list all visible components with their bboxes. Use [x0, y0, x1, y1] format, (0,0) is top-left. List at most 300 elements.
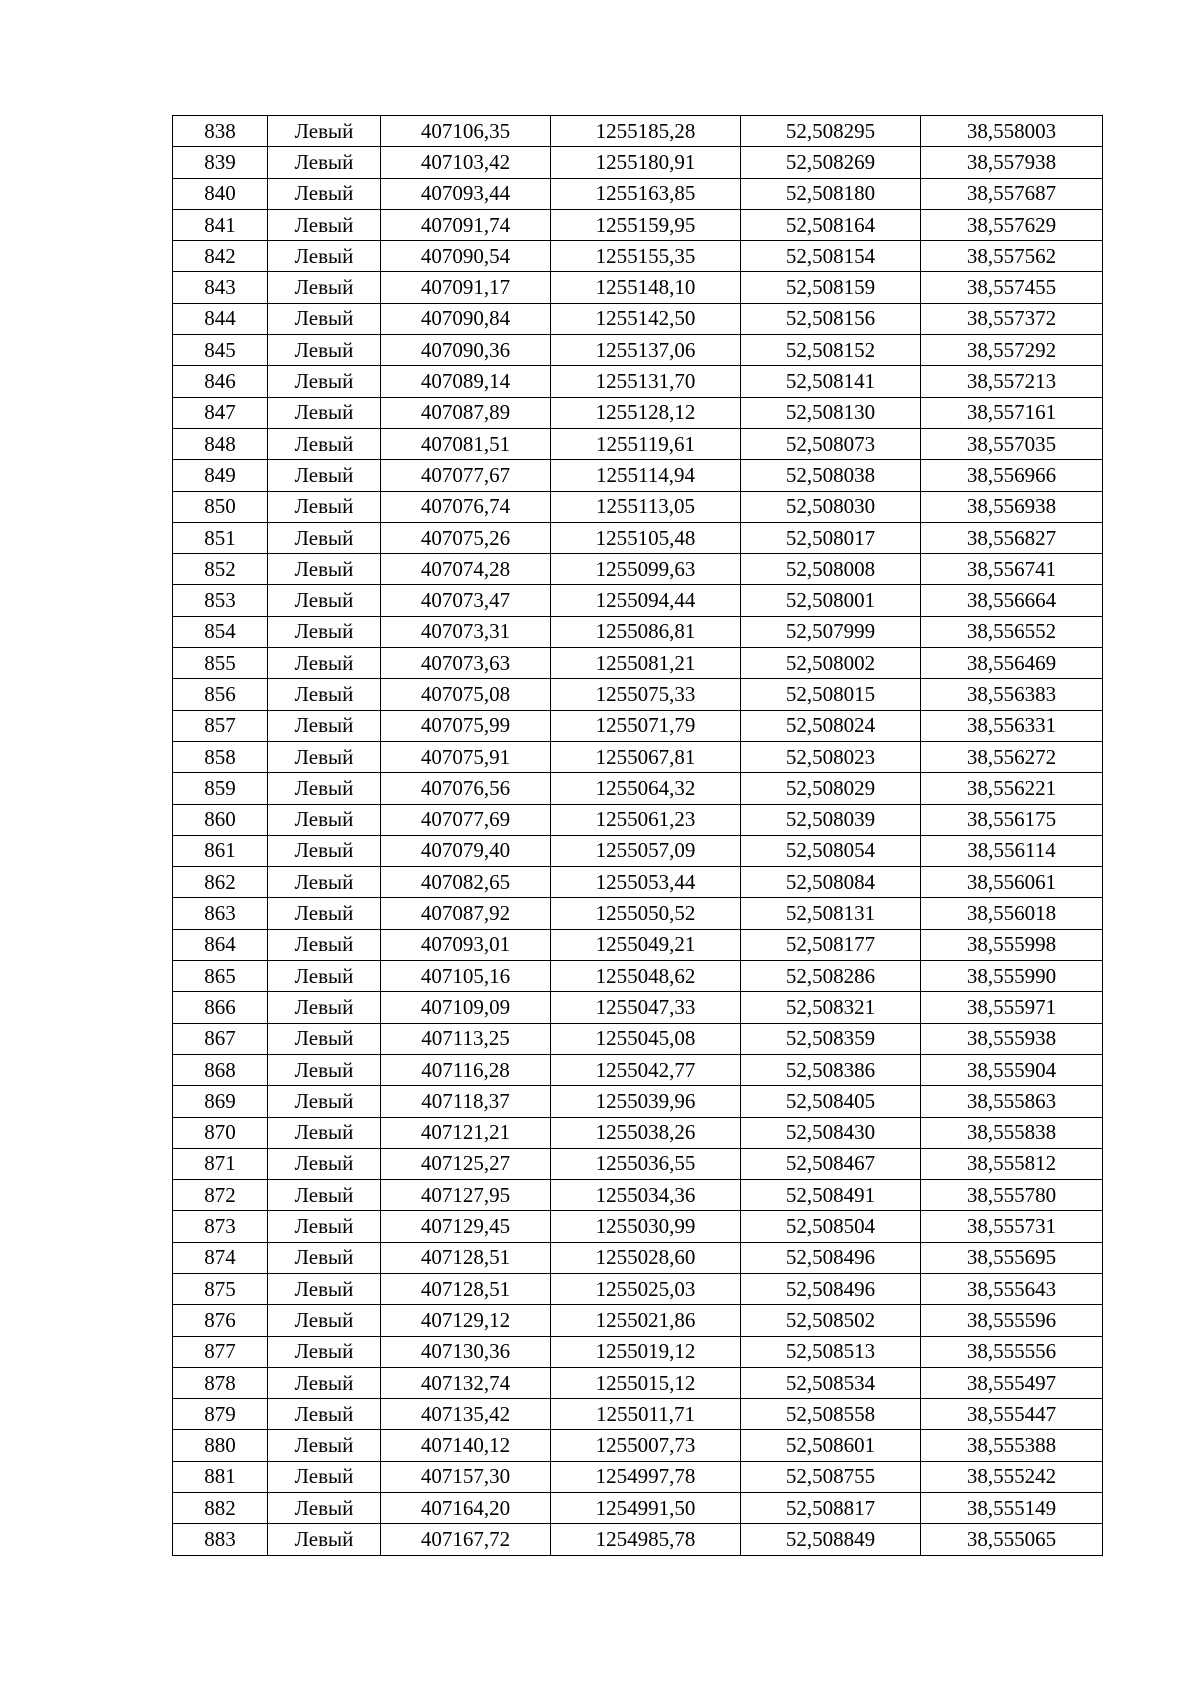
point-number-cell: 848 [173, 428, 268, 459]
point-number-cell: 865 [173, 961, 268, 992]
x-coordinate-cell: 407164,20 [381, 1493, 551, 1524]
table-row [173, 616, 1103, 647]
side-cell: Левый [268, 1430, 381, 1461]
latitude-cell: 52,508321 [741, 992, 921, 1023]
y-coordinate-cell: 1255050,52 [551, 898, 741, 929]
latitude-cell: 52,508177 [741, 929, 921, 960]
table-row [173, 397, 1103, 428]
point-number-cell: 856 [173, 679, 268, 710]
point-number-cell: 874 [173, 1242, 268, 1273]
side-cell: Левый [268, 522, 381, 553]
table-row [173, 1023, 1103, 1054]
point-number-cell: 843 [173, 272, 268, 303]
side-cell: Левый [268, 303, 381, 334]
x-coordinate-cell: 407130,36 [381, 1336, 551, 1367]
y-coordinate-cell: 1255075,33 [551, 679, 741, 710]
point-number-cell: 839 [173, 147, 268, 178]
table-row [173, 679, 1103, 710]
table-row [173, 554, 1103, 585]
side-cell: Левый [268, 147, 381, 178]
longitude-cell: 38,557292 [921, 335, 1103, 366]
latitude-cell: 52,508017 [741, 522, 921, 553]
y-coordinate-cell: 1255113,05 [551, 491, 741, 522]
longitude-cell: 38,555497 [921, 1367, 1103, 1398]
y-coordinate-cell: 1255185,28 [551, 116, 741, 147]
coordinates-table-body [173, 116, 1103, 1556]
point-number-cell: 882 [173, 1493, 268, 1524]
y-coordinate-cell: 1255128,12 [551, 397, 741, 428]
x-coordinate-cell: 407105,16 [381, 961, 551, 992]
table-row [173, 1493, 1103, 1524]
table-row [173, 1524, 1103, 1555]
y-coordinate-cell: 1255053,44 [551, 867, 741, 898]
x-coordinate-cell: 407118,37 [381, 1086, 551, 1117]
table-row [173, 898, 1103, 929]
side-cell: Левый [268, 1086, 381, 1117]
x-coordinate-cell: 407073,63 [381, 648, 551, 679]
x-coordinate-cell: 407089,14 [381, 366, 551, 397]
point-number-cell: 871 [173, 1148, 268, 1179]
latitude-cell: 52,508286 [741, 961, 921, 992]
side-cell: Левый [268, 741, 381, 772]
x-coordinate-cell: 407076,56 [381, 773, 551, 804]
y-coordinate-cell: 1255086,81 [551, 616, 741, 647]
x-coordinate-cell: 407077,69 [381, 804, 551, 835]
latitude-cell: 52,508131 [741, 898, 921, 929]
y-coordinate-cell: 1255028,60 [551, 1242, 741, 1273]
y-coordinate-cell: 1255071,79 [551, 710, 741, 741]
table-row [173, 1117, 1103, 1148]
latitude-cell: 52,508159 [741, 272, 921, 303]
y-coordinate-cell: 1254991,50 [551, 1493, 741, 1524]
table-row [173, 741, 1103, 772]
point-number-cell: 877 [173, 1336, 268, 1367]
table-row [173, 1305, 1103, 1336]
side-cell: Левый [268, 366, 381, 397]
y-coordinate-cell: 1254997,78 [551, 1461, 741, 1492]
side-cell: Левый [268, 1399, 381, 1430]
table-row [173, 585, 1103, 616]
x-coordinate-cell: 407106,35 [381, 116, 551, 147]
point-number-cell: 861 [173, 835, 268, 866]
side-cell: Левый [268, 1148, 381, 1179]
point-number-cell: 846 [173, 366, 268, 397]
table-row [173, 1336, 1103, 1367]
x-coordinate-cell: 407116,28 [381, 1054, 551, 1085]
side-cell: Левый [268, 1054, 381, 1085]
table-row [173, 992, 1103, 1023]
table-row [173, 1148, 1103, 1179]
point-number-cell: 879 [173, 1399, 268, 1430]
side-cell: Левый [268, 272, 381, 303]
latitude-cell: 52,508008 [741, 554, 921, 585]
longitude-cell: 38,556664 [921, 585, 1103, 616]
point-number-cell: 880 [173, 1430, 268, 1461]
y-coordinate-cell: 1255094,44 [551, 585, 741, 616]
y-coordinate-cell: 1255142,50 [551, 303, 741, 334]
latitude-cell: 52,508405 [741, 1086, 921, 1117]
point-number-cell: 867 [173, 1023, 268, 1054]
y-coordinate-cell: 1255064,32 [551, 773, 741, 804]
longitude-cell: 38,555731 [921, 1211, 1103, 1242]
latitude-cell: 52,508755 [741, 1461, 921, 1492]
latitude-cell: 52,508024 [741, 710, 921, 741]
side-cell: Левый [268, 1180, 381, 1211]
x-coordinate-cell: 407121,21 [381, 1117, 551, 1148]
side-cell: Левый [268, 178, 381, 209]
table-row [173, 428, 1103, 459]
side-cell: Левый [268, 898, 381, 929]
y-coordinate-cell: 1255163,85 [551, 178, 741, 209]
table-row [173, 648, 1103, 679]
x-coordinate-cell: 407093,01 [381, 929, 551, 960]
side-cell: Левый [268, 397, 381, 428]
point-number-cell: 869 [173, 1086, 268, 1117]
longitude-cell: 38,556383 [921, 679, 1103, 710]
longitude-cell: 38,557455 [921, 272, 1103, 303]
side-cell: Левый [268, 116, 381, 147]
point-number-cell: 850 [173, 491, 268, 522]
side-cell: Левый [268, 1524, 381, 1555]
point-number-cell: 858 [173, 741, 268, 772]
longitude-cell: 38,557938 [921, 147, 1103, 178]
y-coordinate-cell: 1255148,10 [551, 272, 741, 303]
longitude-cell: 38,555971 [921, 992, 1103, 1023]
x-coordinate-cell: 407125,27 [381, 1148, 551, 1179]
side-cell: Левый [268, 1367, 381, 1398]
y-coordinate-cell: 1255039,96 [551, 1086, 741, 1117]
table-row [173, 961, 1103, 992]
side-cell: Левый [268, 241, 381, 272]
latitude-cell: 52,508030 [741, 491, 921, 522]
longitude-cell: 38,556469 [921, 648, 1103, 679]
latitude-cell: 52,508029 [741, 773, 921, 804]
latitude-cell: 52,508430 [741, 1117, 921, 1148]
longitude-cell: 38,557629 [921, 209, 1103, 240]
latitude-cell: 52,508269 [741, 147, 921, 178]
table-row [173, 1242, 1103, 1273]
latitude-cell: 52,508023 [741, 741, 921, 772]
side-cell: Левый [268, 835, 381, 866]
y-coordinate-cell: 1255007,73 [551, 1430, 741, 1461]
table-row [173, 491, 1103, 522]
longitude-cell: 38,555065 [921, 1524, 1103, 1555]
y-coordinate-cell: 1255034,36 [551, 1180, 741, 1211]
y-coordinate-cell: 1254985,78 [551, 1524, 741, 1555]
side-cell: Левый [268, 491, 381, 522]
table-row [173, 1211, 1103, 1242]
latitude-cell: 52,508502 [741, 1305, 921, 1336]
x-coordinate-cell: 407140,12 [381, 1430, 551, 1461]
y-coordinate-cell: 1255131,70 [551, 366, 741, 397]
x-coordinate-cell: 407073,47 [381, 585, 551, 616]
x-coordinate-cell: 407075,26 [381, 522, 551, 553]
longitude-cell: 38,555863 [921, 1086, 1103, 1117]
x-coordinate-cell: 407074,28 [381, 554, 551, 585]
x-coordinate-cell: 407081,51 [381, 428, 551, 459]
latitude-cell: 52,508001 [741, 585, 921, 616]
x-coordinate-cell: 407090,84 [381, 303, 551, 334]
longitude-cell: 38,555990 [921, 961, 1103, 992]
side-cell: Левый [268, 1273, 381, 1304]
longitude-cell: 38,556331 [921, 710, 1103, 741]
table-row [173, 1273, 1103, 1304]
x-coordinate-cell: 407093,44 [381, 178, 551, 209]
side-cell: Левый [268, 1211, 381, 1242]
y-coordinate-cell: 1255067,81 [551, 741, 741, 772]
point-number-cell: 854 [173, 616, 268, 647]
point-number-cell: 851 [173, 522, 268, 553]
longitude-cell: 38,556061 [921, 867, 1103, 898]
side-cell: Левый [268, 428, 381, 459]
table-row [173, 929, 1103, 960]
longitude-cell: 38,556966 [921, 460, 1103, 491]
table-row [173, 366, 1103, 397]
longitude-cell: 38,555812 [921, 1148, 1103, 1179]
latitude-cell: 52,508152 [741, 335, 921, 366]
y-coordinate-cell: 1255155,35 [551, 241, 741, 272]
latitude-cell: 52,508504 [741, 1211, 921, 1242]
table-row [173, 710, 1103, 741]
side-cell: Левый [268, 929, 381, 960]
latitude-cell: 52,508039 [741, 804, 921, 835]
table-row [173, 1399, 1103, 1430]
longitude-cell: 38,557161 [921, 397, 1103, 428]
table-row [173, 522, 1103, 553]
side-cell: Левый [268, 773, 381, 804]
table-row [173, 773, 1103, 804]
x-coordinate-cell: 407077,67 [381, 460, 551, 491]
longitude-cell: 38,557213 [921, 366, 1103, 397]
x-coordinate-cell: 407135,42 [381, 1399, 551, 1430]
latitude-cell: 52,508601 [741, 1430, 921, 1461]
latitude-cell: 52,508164 [741, 209, 921, 240]
y-coordinate-cell: 1255038,26 [551, 1117, 741, 1148]
y-coordinate-cell: 1255057,09 [551, 835, 741, 866]
latitude-cell: 52,508496 [741, 1242, 921, 1273]
y-coordinate-cell: 1255021,86 [551, 1305, 741, 1336]
x-coordinate-cell: 407076,74 [381, 491, 551, 522]
x-coordinate-cell: 407167,72 [381, 1524, 551, 1555]
point-number-cell: 864 [173, 929, 268, 960]
latitude-cell: 52,508817 [741, 1493, 921, 1524]
point-number-cell: 849 [173, 460, 268, 491]
y-coordinate-cell: 1255042,77 [551, 1054, 741, 1085]
table-row [173, 241, 1103, 272]
side-cell: Левый [268, 1117, 381, 1148]
y-coordinate-cell: 1255045,08 [551, 1023, 741, 1054]
x-coordinate-cell: 407127,95 [381, 1180, 551, 1211]
y-coordinate-cell: 1255081,21 [551, 648, 741, 679]
point-number-cell: 876 [173, 1305, 268, 1336]
x-coordinate-cell: 407079,40 [381, 835, 551, 866]
point-number-cell: 873 [173, 1211, 268, 1242]
point-number-cell: 855 [173, 648, 268, 679]
longitude-cell: 38,555388 [921, 1430, 1103, 1461]
longitude-cell: 38,555938 [921, 1023, 1103, 1054]
side-cell: Левый [268, 679, 381, 710]
longitude-cell: 38,556018 [921, 898, 1103, 929]
side-cell: Левый [268, 1493, 381, 1524]
longitude-cell: 38,556552 [921, 616, 1103, 647]
longitude-cell: 38,555556 [921, 1336, 1103, 1367]
longitude-cell: 38,555643 [921, 1273, 1103, 1304]
point-number-cell: 878 [173, 1367, 268, 1398]
latitude-cell: 52,508558 [741, 1399, 921, 1430]
latitude-cell: 52,508359 [741, 1023, 921, 1054]
point-number-cell: 842 [173, 241, 268, 272]
table-row [173, 147, 1103, 178]
x-coordinate-cell: 407075,99 [381, 710, 551, 741]
longitude-cell: 38,557372 [921, 303, 1103, 334]
x-coordinate-cell: 407157,30 [381, 1461, 551, 1492]
x-coordinate-cell: 407090,54 [381, 241, 551, 272]
x-coordinate-cell: 407082,65 [381, 867, 551, 898]
longitude-cell: 38,556221 [921, 773, 1103, 804]
latitude-cell: 52,508295 [741, 116, 921, 147]
table-row [173, 178, 1103, 209]
point-number-cell: 870 [173, 1117, 268, 1148]
y-coordinate-cell: 1255025,03 [551, 1273, 741, 1304]
x-coordinate-cell: 407090,36 [381, 335, 551, 366]
y-coordinate-cell: 1255119,61 [551, 428, 741, 459]
side-cell: Левый [268, 554, 381, 585]
latitude-cell: 52,508002 [741, 648, 921, 679]
longitude-cell: 38,556827 [921, 522, 1103, 553]
point-number-cell: 853 [173, 585, 268, 616]
longitude-cell: 38,555695 [921, 1242, 1103, 1273]
longitude-cell: 38,558003 [921, 116, 1103, 147]
table-row [173, 1086, 1103, 1117]
point-number-cell: 883 [173, 1524, 268, 1555]
table-row [173, 209, 1103, 240]
longitude-cell: 38,555838 [921, 1117, 1103, 1148]
point-number-cell: 845 [173, 335, 268, 366]
x-coordinate-cell: 407129,12 [381, 1305, 551, 1336]
coordinates-table [172, 115, 1103, 1556]
latitude-cell: 52,508467 [741, 1148, 921, 1179]
table-row [173, 116, 1103, 147]
x-coordinate-cell: 407073,31 [381, 616, 551, 647]
y-coordinate-cell: 1255048,62 [551, 961, 741, 992]
table-row [173, 272, 1103, 303]
point-number-cell: 852 [173, 554, 268, 585]
latitude-cell: 52,508491 [741, 1180, 921, 1211]
table-row [173, 804, 1103, 835]
y-coordinate-cell: 1255137,06 [551, 335, 741, 366]
longitude-cell: 38,557035 [921, 428, 1103, 459]
point-number-cell: 866 [173, 992, 268, 1023]
x-coordinate-cell: 407091,17 [381, 272, 551, 303]
point-number-cell: 862 [173, 867, 268, 898]
point-number-cell: 875 [173, 1273, 268, 1304]
x-coordinate-cell: 407132,74 [381, 1367, 551, 1398]
point-number-cell: 872 [173, 1180, 268, 1211]
y-coordinate-cell: 1255180,91 [551, 147, 741, 178]
point-number-cell: 863 [173, 898, 268, 929]
point-number-cell: 840 [173, 178, 268, 209]
side-cell: Левый [268, 460, 381, 491]
y-coordinate-cell: 1255061,23 [551, 804, 741, 835]
y-coordinate-cell: 1255036,55 [551, 1148, 741, 1179]
side-cell: Левый [268, 1336, 381, 1367]
point-number-cell: 838 [173, 116, 268, 147]
x-coordinate-cell: 407113,25 [381, 1023, 551, 1054]
x-coordinate-cell: 407075,08 [381, 679, 551, 710]
point-number-cell: 859 [173, 773, 268, 804]
point-number-cell: 857 [173, 710, 268, 741]
longitude-cell: 38,556938 [921, 491, 1103, 522]
table-row [173, 1054, 1103, 1085]
x-coordinate-cell: 407103,42 [381, 147, 551, 178]
latitude-cell: 52,508156 [741, 303, 921, 334]
side-cell: Левый [268, 1305, 381, 1336]
table-row [173, 303, 1103, 334]
latitude-cell: 52,508180 [741, 178, 921, 209]
latitude-cell: 52,508084 [741, 867, 921, 898]
y-coordinate-cell: 1255114,94 [551, 460, 741, 491]
point-number-cell: 847 [173, 397, 268, 428]
latitude-cell: 52,508015 [741, 679, 921, 710]
side-cell: Левый [268, 585, 381, 616]
point-number-cell: 881 [173, 1461, 268, 1492]
latitude-cell: 52,508513 [741, 1336, 921, 1367]
latitude-cell: 52,508141 [741, 366, 921, 397]
side-cell: Левый [268, 1242, 381, 1273]
y-coordinate-cell: 1255105,48 [551, 522, 741, 553]
point-number-cell: 844 [173, 303, 268, 334]
latitude-cell: 52,508073 [741, 428, 921, 459]
table-row [173, 835, 1103, 866]
point-number-cell: 860 [173, 804, 268, 835]
y-coordinate-cell: 1255015,12 [551, 1367, 741, 1398]
longitude-cell: 38,556272 [921, 741, 1103, 772]
y-coordinate-cell: 1255030,99 [551, 1211, 741, 1242]
side-cell: Левый [268, 804, 381, 835]
longitude-cell: 38,555149 [921, 1493, 1103, 1524]
latitude-cell: 52,508496 [741, 1273, 921, 1304]
y-coordinate-cell: 1255159,95 [551, 209, 741, 240]
table-row [173, 1180, 1103, 1211]
table-row [173, 867, 1103, 898]
x-coordinate-cell: 407128,51 [381, 1273, 551, 1304]
table-row [173, 460, 1103, 491]
longitude-cell: 38,555780 [921, 1180, 1103, 1211]
latitude-cell: 52,508130 [741, 397, 921, 428]
x-coordinate-cell: 407129,45 [381, 1211, 551, 1242]
latitude-cell: 52,508534 [741, 1367, 921, 1398]
latitude-cell: 52,507999 [741, 616, 921, 647]
x-coordinate-cell: 407087,92 [381, 898, 551, 929]
longitude-cell: 38,555998 [921, 929, 1103, 960]
longitude-cell: 38,555447 [921, 1399, 1103, 1430]
longitude-cell: 38,556114 [921, 835, 1103, 866]
table-row [173, 1430, 1103, 1461]
longitude-cell: 38,555904 [921, 1054, 1103, 1085]
side-cell: Левый [268, 992, 381, 1023]
y-coordinate-cell: 1255049,21 [551, 929, 741, 960]
latitude-cell: 52,508038 [741, 460, 921, 491]
table-row [173, 1367, 1103, 1398]
latitude-cell: 52,508054 [741, 835, 921, 866]
side-cell: Левый [268, 710, 381, 741]
side-cell: Левый [268, 616, 381, 647]
table-row [173, 1461, 1103, 1492]
x-coordinate-cell: 407128,51 [381, 1242, 551, 1273]
longitude-cell: 38,557562 [921, 241, 1103, 272]
point-number-cell: 868 [173, 1054, 268, 1085]
side-cell: Левый [268, 867, 381, 898]
